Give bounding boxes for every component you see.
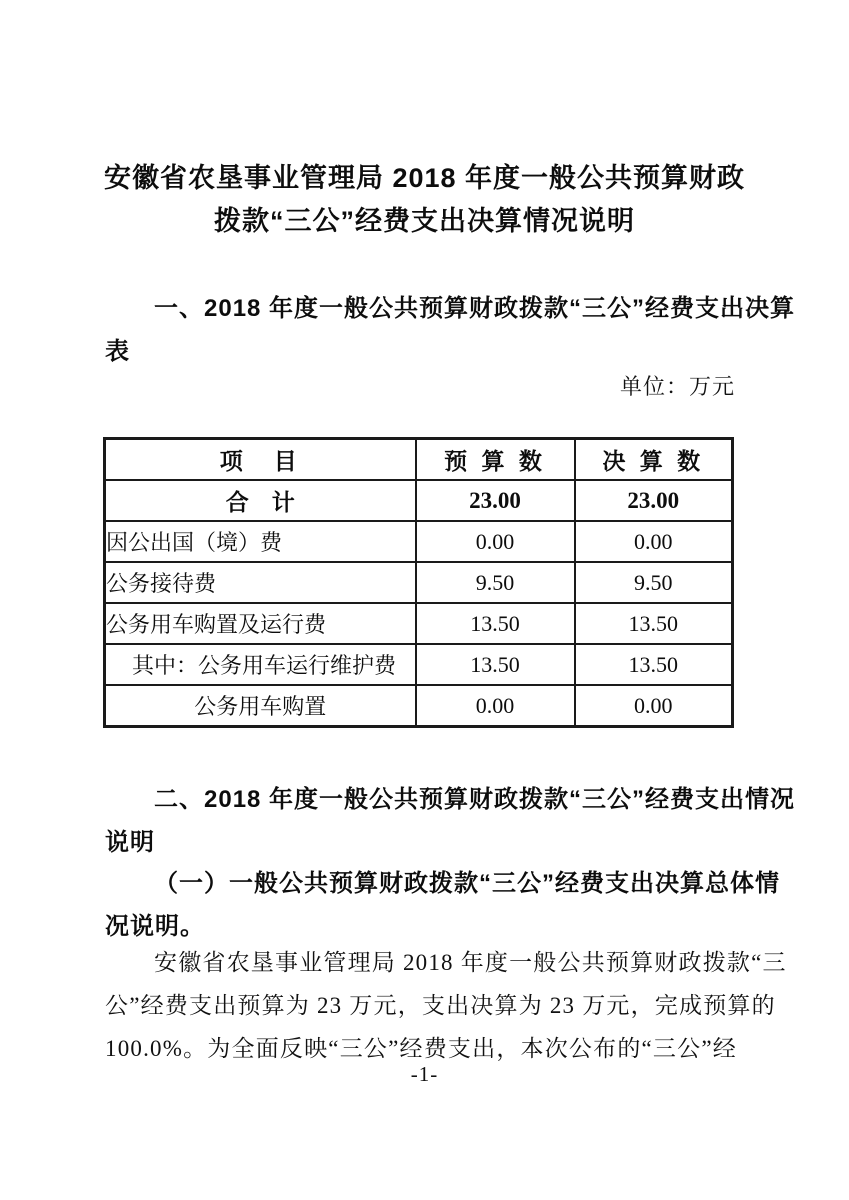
document-title-line1: 安徽省农垦事业管理局 2018 年度一般公共预算财政 [103, 163, 746, 193]
row-label-total: 合 计 [105, 480, 416, 521]
table-row-vehicle-total [105, 603, 733, 644]
row-abroad-budget: 0.00 [416, 521, 575, 562]
row-vehicle-total-final: 13.50 [575, 603, 733, 644]
paragraph-line2: 公”经费支出预算为 23 万元，支出决算为 23 万元，完成预算的 [105, 993, 776, 1018]
document-title-line2: 拨款“三公”经费支出决算情况说明 [214, 206, 635, 236]
row-label-reception: 公务接待费 [105, 562, 416, 603]
section1-heading-line2: 表 [105, 338, 130, 365]
table-row-abroad [105, 521, 733, 562]
row-abroad-final: 0.00 [575, 521, 733, 562]
row-vehicle-operation-budget: 13.50 [416, 644, 575, 685]
row-total-final: 23.00 [575, 480, 733, 521]
paragraph-line3: 100.0%。为全面反映“三公”经费支出，本次公布的“三公”经 [105, 1036, 737, 1061]
row-label-vehicle-purchase: 公务用车购置 [105, 685, 416, 727]
table-row-vehicle-purchase [105, 685, 733, 727]
unit-label: 单位：万元 [619, 374, 735, 399]
row-label-vehicle-total: 公务用车购置及运行费 [105, 603, 416, 644]
page-number: -1- [410, 1062, 439, 1086]
section2-heading-line2: 说明 [105, 829, 155, 856]
row-vehicle-total-budget: 13.50 [416, 603, 575, 644]
row-total-budget: 23.00 [416, 480, 575, 521]
row-vehicle-operation-final: 13.50 [575, 644, 733, 685]
row-vehicle-purchase-budget: 0.00 [416, 685, 575, 727]
row-reception-final: 9.50 [575, 562, 733, 603]
column-header-budget: 预 算 数 [416, 439, 575, 481]
paragraph-line1: 安徽省农垦事业管理局 2018 年度一般公共预算财政拨款“三 [154, 950, 787, 975]
column-header-item: 项 目 [105, 439, 416, 481]
subsection-heading-line2: 况说明。 [105, 913, 205, 940]
section1-heading-line1: 一、2018 年度一般公共预算财政拨款“三公”经费支出决算 [154, 295, 796, 322]
table-row-reception [105, 562, 733, 603]
expense-table [103, 437, 734, 728]
column-header-final: 决 算 数 [575, 439, 733, 481]
subsection-heading-line1: （一）一般公共预算财政拨款“三公”经费支出决算总体情 [154, 870, 780, 897]
section2-heading-line1: 二、2018 年度一般公共预算财政拨款“三公”经费支出情况 [154, 786, 796, 813]
row-label-abroad: 因公出国（境）费 [105, 521, 416, 562]
row-vehicle-purchase-final: 0.00 [575, 685, 733, 727]
row-label-vehicle-operation: 其中：公务用车运行维护费 [105, 644, 416, 685]
table-row-total [105, 480, 733, 521]
table-row-vehicle-operation [105, 644, 733, 685]
row-reception-budget: 9.50 [416, 562, 575, 603]
table-header-row [105, 439, 733, 481]
